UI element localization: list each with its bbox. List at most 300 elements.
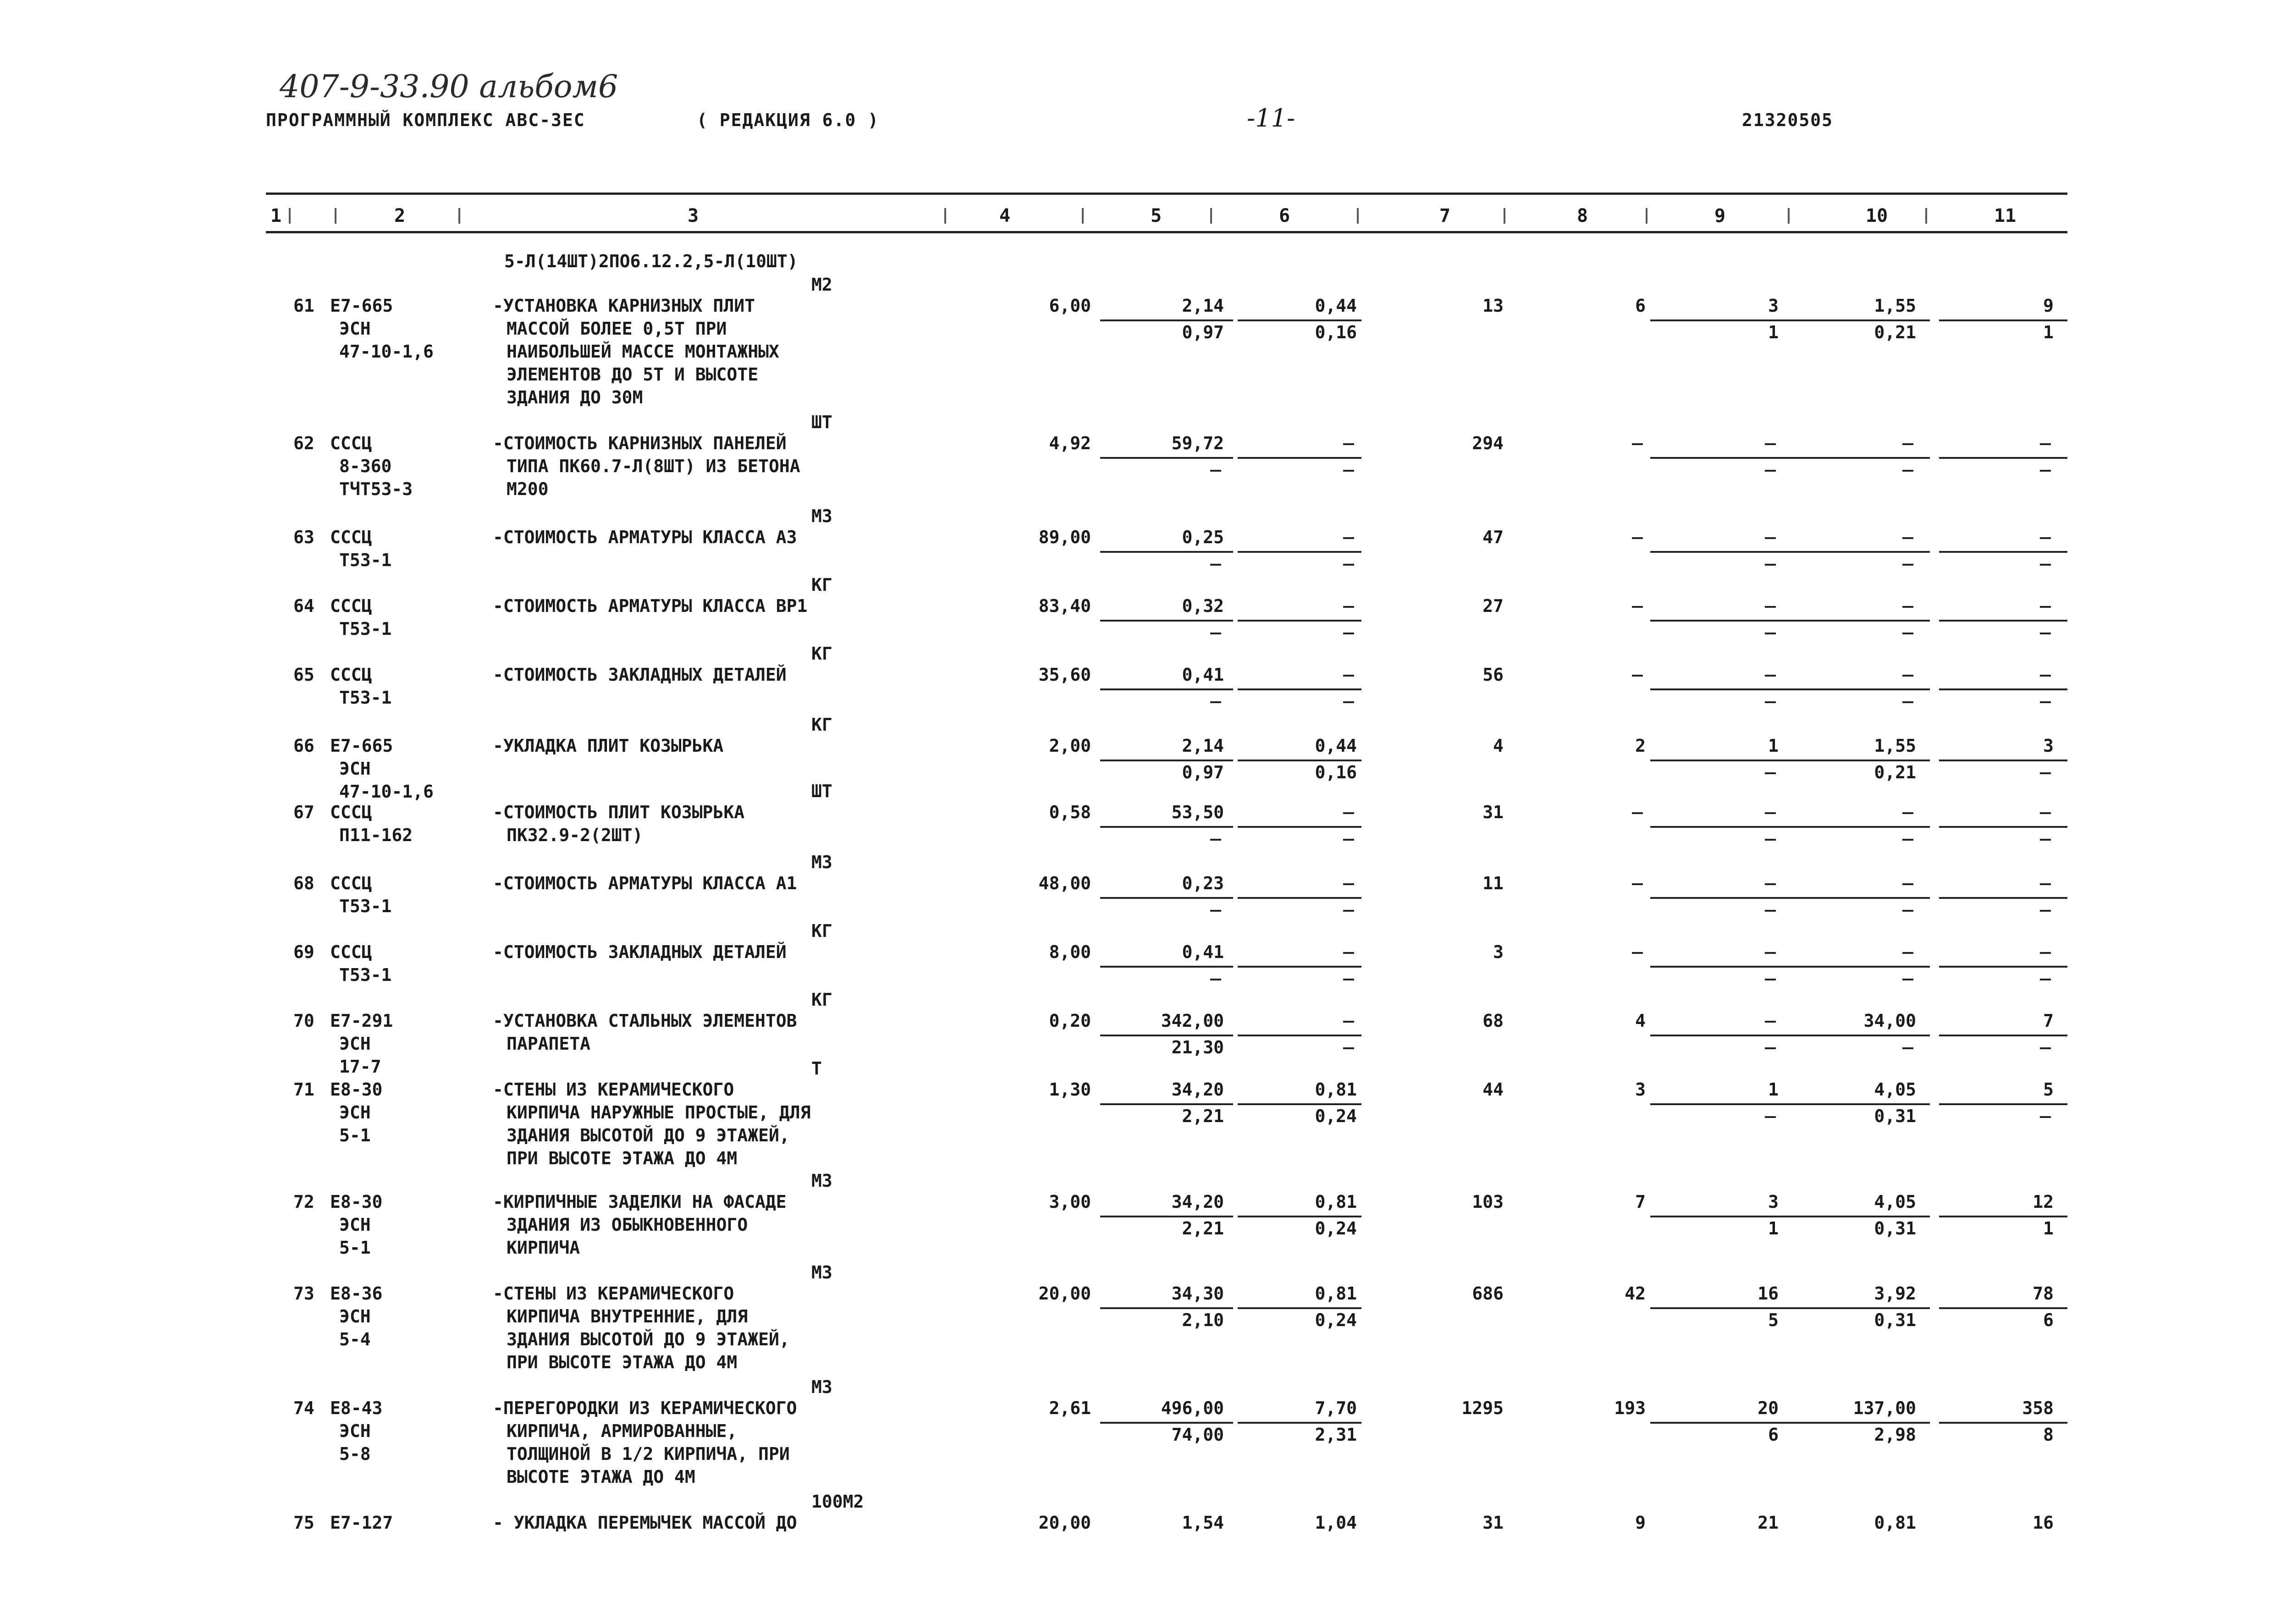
value-underline xyxy=(1650,1307,1788,1309)
value-underline xyxy=(1238,760,1361,761)
value-underline xyxy=(1100,1216,1233,1217)
cell-c5: 0,32 xyxy=(1182,596,1224,616)
cell-c7: 686 xyxy=(1472,1283,1504,1304)
cell-c6: 7,70 xyxy=(1315,1398,1357,1418)
cell-c8: 7 xyxy=(1635,1192,1646,1212)
cell-c8: 6 xyxy=(1635,296,1646,316)
dash-mark xyxy=(2040,564,2051,566)
page-number: -11- xyxy=(1247,104,1295,132)
cell-c10: 4,05 xyxy=(1874,1192,1916,1212)
row-description-line: ЗДАНИЯ ВЫСОТОЙ ДО 9 ЭТАЖЕЙ, xyxy=(507,1125,790,1145)
cell-c7: 103 xyxy=(1472,1192,1504,1212)
row-description-line: ЗДАНИЯ ДО 30М xyxy=(507,387,643,407)
dash-mark xyxy=(1632,675,1643,677)
dash-mark xyxy=(1343,1047,1354,1049)
value-underline xyxy=(1238,1422,1361,1424)
cell-c5b: 2,10 xyxy=(1182,1310,1224,1330)
cell-c11: 7 xyxy=(2043,1011,2054,1031)
dash-mark xyxy=(2040,443,2051,445)
value-underline xyxy=(1238,1035,1361,1036)
cell-c4: 4,92 xyxy=(1049,433,1091,453)
value-underline xyxy=(1939,1103,2067,1105)
program-header: ПРОГРАММНЫЙ КОМПЛЕКС АВС-ЗЕС xyxy=(266,110,585,130)
dash-mark xyxy=(1902,910,1913,912)
column-separator xyxy=(1357,208,1359,224)
value-underline xyxy=(1650,1216,1788,1217)
row-unit: КГ xyxy=(811,575,832,595)
cell-c6: 0,81 xyxy=(1315,1283,1357,1304)
dash-mark xyxy=(1632,606,1643,608)
cell-c4: 48,00 xyxy=(1038,873,1091,893)
cell-c9: 3 xyxy=(1768,1192,1779,1212)
row-description-line: ПК32.9-2(2ШТ) xyxy=(507,825,643,845)
handwritten-album-note: 407-9-33.90 альбом6 xyxy=(280,69,618,105)
column-number: 10 xyxy=(1866,205,1888,226)
value-underline xyxy=(1939,1035,2067,1036)
cell-c11b: 6 xyxy=(2043,1310,2054,1330)
cell-c5: 53,50 xyxy=(1171,802,1224,822)
dash-mark xyxy=(1343,979,1354,980)
cell-c5b: 21,30 xyxy=(1171,1037,1224,1057)
edition-label: ( РЕДАКЦИЯ 6.0 ) xyxy=(697,110,880,130)
row-description-line: ПРИ ВЫСОТЕ ЭТАЖА ДО 4М xyxy=(507,1352,738,1372)
cell-c10: 3,92 xyxy=(1874,1283,1916,1304)
row-number: 66 xyxy=(293,736,314,756)
cell-c11: 16 xyxy=(2033,1513,2054,1533)
column-separator xyxy=(458,208,460,224)
dash-mark xyxy=(1343,443,1354,445)
value-underline xyxy=(1238,688,1361,690)
cell-c6b: 0,24 xyxy=(1315,1106,1357,1126)
row-code: Е8-30 xyxy=(330,1079,383,1100)
column-separator xyxy=(944,208,946,224)
dash-mark xyxy=(1902,701,1913,703)
dash-mark xyxy=(2040,979,2051,980)
cell-c4: 3,00 xyxy=(1049,1192,1091,1212)
dash-mark xyxy=(1343,606,1354,608)
value-underline xyxy=(1650,966,1788,968)
row-description-line: -СТОИМОСТЬ АРМАТУРЫ КЛАССА ВР1 xyxy=(493,596,808,616)
cell-c10b: 0,21 xyxy=(1874,762,1916,782)
row-number: 65 xyxy=(293,665,314,685)
dash-mark xyxy=(2040,470,2051,472)
dash-mark xyxy=(1765,772,1776,774)
row-description-line: ПАРАПЕТА xyxy=(507,1034,591,1054)
cell-c11: 5 xyxy=(2043,1079,2054,1100)
dash-mark xyxy=(1765,537,1776,539)
value-underline xyxy=(1939,620,2067,622)
cell-c4: 20,00 xyxy=(1038,1513,1091,1533)
cell-c9b: 5 xyxy=(1768,1310,1779,1330)
row-source: ЭСН xyxy=(339,319,371,339)
dash-mark xyxy=(1765,1047,1776,1049)
dash-mark xyxy=(2040,883,2051,885)
cell-c7: 4 xyxy=(1493,736,1504,756)
value-underline xyxy=(1939,1216,2067,1217)
value-underline xyxy=(1100,826,1233,828)
value-underline xyxy=(1788,897,1930,899)
cell-c11: 9 xyxy=(2043,296,2054,316)
row-code: СССЦ xyxy=(330,433,372,453)
dash-mark xyxy=(1343,564,1354,566)
row-source: Т53-1 xyxy=(339,965,392,985)
value-underline xyxy=(1788,1216,1930,1217)
cell-c5: 2,14 xyxy=(1182,296,1224,316)
dash-mark xyxy=(1632,883,1643,885)
cell-c7: 294 xyxy=(1472,433,1504,453)
column-number: 1 xyxy=(270,205,282,226)
column-number: 7 xyxy=(1439,205,1451,226)
dash-mark xyxy=(1343,537,1354,539)
cell-c7: 27 xyxy=(1482,596,1504,616)
row-code: Е8-43 xyxy=(330,1398,383,1418)
cell-c8: 42 xyxy=(1625,1283,1646,1304)
column-separator xyxy=(1210,208,1212,224)
row-description-line: -УКЛАДКА ПЛИТ КОЗЫРЬКА xyxy=(493,736,724,756)
cell-c9b: 6 xyxy=(1768,1425,1779,1445)
dash-mark xyxy=(1343,701,1354,703)
cell-c5: 34,20 xyxy=(1171,1192,1224,1212)
value-underline xyxy=(1100,760,1233,761)
cell-c4: 0,20 xyxy=(1049,1011,1091,1031)
cell-c10b: 0,31 xyxy=(1874,1310,1916,1330)
row-number: 74 xyxy=(293,1398,314,1418)
dash-mark xyxy=(2040,1116,2051,1118)
dash-mark xyxy=(1902,564,1913,566)
value-underline xyxy=(1650,1035,1788,1036)
cell-c4: 89,00 xyxy=(1038,527,1091,547)
dash-mark xyxy=(1765,883,1776,885)
cell-c4: 35,60 xyxy=(1038,665,1091,685)
row-unit: ШТ xyxy=(811,412,832,432)
row-code: Е7-665 xyxy=(330,296,393,316)
row-unit: М3 xyxy=(811,1262,832,1283)
cell-c10: 4,05 xyxy=(1874,1079,1916,1100)
row-code: Е7-127 xyxy=(330,1513,393,1533)
row-unit: КГ xyxy=(811,644,832,664)
value-underline xyxy=(1650,688,1788,690)
row-code: СССЦ xyxy=(330,596,372,616)
row-source: Т53-1 xyxy=(339,550,392,570)
dash-mark xyxy=(2040,839,2051,841)
value-underline xyxy=(1939,1307,2067,1309)
cell-c9: 1 xyxy=(1768,1079,1779,1100)
row-description-line: -СТЕНЫ ИЗ КЕРАМИЧЕСКОГО xyxy=(493,1079,734,1100)
cell-c5b: 0,97 xyxy=(1182,762,1224,782)
row-code: СССЦ xyxy=(330,942,372,962)
cell-c11b: 8 xyxy=(2043,1425,2054,1445)
dash-mark xyxy=(1765,564,1776,566)
value-underline xyxy=(1650,760,1788,761)
row-description-line: КИРПИЧА НАРУЖНЫЕ ПРОСТЫЕ, ДЛЯ xyxy=(507,1102,811,1123)
dash-mark xyxy=(1210,910,1221,912)
cell-c10b: 0,21 xyxy=(1874,322,1916,342)
cell-c4: 0,58 xyxy=(1049,802,1091,822)
column-number: 8 xyxy=(1577,205,1588,226)
table-header-rule xyxy=(266,231,2067,233)
value-underline xyxy=(1100,1035,1233,1036)
cell-c5: 2,14 xyxy=(1182,736,1224,756)
value-underline xyxy=(1100,897,1233,899)
value-underline xyxy=(1939,1422,2067,1424)
dash-mark xyxy=(1765,1116,1776,1118)
row-number: 68 xyxy=(293,873,314,893)
dash-mark xyxy=(2040,537,2051,539)
value-underline xyxy=(1238,1216,1361,1217)
value-underline xyxy=(1238,457,1361,459)
value-underline xyxy=(1650,620,1788,622)
column-separator xyxy=(1925,208,1927,224)
dash-mark xyxy=(1902,839,1913,841)
value-underline xyxy=(1788,551,1930,553)
cell-c6b: 0,16 xyxy=(1315,322,1357,342)
column-separator xyxy=(1646,208,1647,224)
dash-mark xyxy=(1765,979,1776,980)
row-code: Е7-665 xyxy=(330,736,393,756)
cell-c10: 34,00 xyxy=(1863,1011,1916,1031)
column-number: 3 xyxy=(688,205,699,226)
dash-mark xyxy=(1765,606,1776,608)
row-source: ЭСН xyxy=(339,1215,371,1235)
row-description-line: -ПЕРЕГОРОДКИ ИЗ КЕРАМИЧЕСКОГО xyxy=(493,1398,797,1418)
cell-c4: 2,00 xyxy=(1049,736,1091,756)
value-underline xyxy=(1788,688,1930,690)
cell-c9: 20 xyxy=(1758,1398,1779,1418)
row-description-line: НАИБОЛЬШЕЙ МАССЕ МОНТАЖНЫХ xyxy=(507,341,779,362)
dash-mark xyxy=(1343,675,1354,677)
row-code: Е8-36 xyxy=(330,1283,383,1304)
dash-mark xyxy=(1343,470,1354,472)
row-description-line: ЗДАНИЯ ВЫСОТОЙ ДО 9 ЭТАЖЕЙ, xyxy=(507,1329,790,1349)
value-underline xyxy=(1100,319,1233,321)
cell-c6: 0,81 xyxy=(1315,1079,1357,1100)
dash-mark xyxy=(2040,606,2051,608)
row-description-line: КИРПИЧА, АРМИРОВАННЫЕ, xyxy=(507,1421,738,1441)
cell-c4: 8,00 xyxy=(1049,942,1091,962)
value-underline xyxy=(1238,897,1361,899)
cell-c5: 59,72 xyxy=(1171,433,1224,453)
cell-c7: 3 xyxy=(1493,942,1504,962)
row-description-line: -СТЕНЫ ИЗ КЕРАМИЧЕСКОГО xyxy=(493,1283,734,1304)
value-underline xyxy=(1788,1103,1930,1105)
cell-c10b: 0,31 xyxy=(1874,1106,1916,1126)
dash-mark xyxy=(1343,839,1354,841)
row-reference: 5-1 xyxy=(339,1125,371,1145)
cell-c9: 1 xyxy=(1768,736,1779,756)
dash-mark xyxy=(1765,952,1776,954)
dash-mark xyxy=(1210,633,1221,634)
cell-c7: 47 xyxy=(1482,527,1504,547)
dash-mark xyxy=(2040,701,2051,703)
dash-mark xyxy=(1210,979,1221,980)
value-underline xyxy=(1788,1307,1930,1309)
row-reference: 5-8 xyxy=(339,1444,371,1464)
dash-mark xyxy=(1210,470,1221,472)
value-underline xyxy=(1650,319,1788,321)
row-description-line: ЗДАНИЯ ИЗ ОБЫКНОВЕННОГО xyxy=(507,1215,748,1235)
cell-c10: 137,00 xyxy=(1853,1398,1916,1418)
column-number: 11 xyxy=(1994,205,2017,226)
row-description-line: -СТОИМОСТЬ ЗАКЛАДНЫХ ДЕТАЛЕЙ xyxy=(493,942,787,962)
value-underline xyxy=(1238,620,1361,622)
dash-mark xyxy=(1902,537,1913,539)
row-reference: 5-1 xyxy=(339,1238,371,1258)
row-unit: 100М2 xyxy=(811,1492,864,1512)
column-number: 9 xyxy=(1714,205,1726,226)
row-description-line: - УКЛАДКА ПЕРЕМЫЧЕК МАССОЙ ДО xyxy=(493,1513,797,1533)
row-unit: М3 xyxy=(811,506,832,526)
value-underline xyxy=(1939,551,2067,553)
column-number: 2 xyxy=(394,205,406,226)
row-source: Т53-1 xyxy=(339,688,392,708)
dash-mark xyxy=(1902,470,1913,472)
value-underline xyxy=(1100,1307,1233,1309)
value-underline xyxy=(1238,1103,1361,1105)
dash-mark xyxy=(1765,839,1776,841)
document-code: 21320505 xyxy=(1742,110,1834,130)
row-description-line: ТОЛЩИНОЙ В 1/2 КИРПИЧА, ПРИ xyxy=(507,1444,790,1464)
column-number: 4 xyxy=(999,205,1011,226)
row-unit: М2 xyxy=(811,275,832,295)
cell-c5: 0,23 xyxy=(1182,873,1224,893)
row-description-line: -КИРПИЧНЫЕ ЗАДЕЛКИ НА ФАСАДЕ xyxy=(493,1192,787,1212)
value-underline xyxy=(1650,1422,1788,1424)
row-reference: 47-10-1,6 xyxy=(339,341,434,362)
dash-mark xyxy=(1902,633,1913,634)
value-underline xyxy=(1100,620,1233,622)
value-underline xyxy=(1939,760,2067,761)
cell-c6: 0,81 xyxy=(1315,1192,1357,1212)
row-source: ЭСН xyxy=(339,759,371,779)
row-unit: КГ xyxy=(811,921,832,941)
cell-c4: 20,00 xyxy=(1038,1283,1091,1304)
row-unit: М3 xyxy=(811,1171,832,1191)
cell-c6b: 0,16 xyxy=(1315,762,1357,782)
row-unit: Т xyxy=(811,1058,822,1079)
row-source: ЭСН xyxy=(339,1306,371,1327)
row-description-line: -УСТАНОВКА КАРНИЗНЫХ ПЛИТ xyxy=(493,296,755,316)
row-code: СССЦ xyxy=(330,665,372,685)
row-description-line: -СТОИМОСТЬ АРМАТУРЫ КЛАССА А1 xyxy=(493,873,797,893)
dash-mark xyxy=(1765,470,1776,472)
dash-mark xyxy=(1343,1021,1354,1023)
cell-c8: 3 xyxy=(1635,1079,1646,1100)
row-description-line: -СТОИМОСТЬ КАРНИЗНЫХ ПАНЕЛЕЙ xyxy=(493,433,787,453)
column-number-row xyxy=(266,202,2067,229)
dash-mark xyxy=(1632,812,1643,814)
column-separator xyxy=(1082,208,1084,224)
value-underline xyxy=(1650,1103,1788,1105)
cell-c7: 31 xyxy=(1482,1513,1504,1533)
dash-mark xyxy=(2040,633,2051,634)
row-number: 61 xyxy=(293,296,314,316)
value-underline xyxy=(1939,897,2067,899)
cell-c10b: 0,31 xyxy=(1874,1218,1916,1239)
row-description-line: ЭЛЕМЕНТОВ ДО 5Т И ВЫСОТЕ xyxy=(507,364,759,385)
dash-mark xyxy=(1343,633,1354,634)
dash-mark xyxy=(1902,812,1913,814)
value-underline xyxy=(1788,1422,1930,1424)
value-underline xyxy=(1788,966,1930,968)
cell-c6: 1,04 xyxy=(1315,1513,1357,1533)
cell-c7: 56 xyxy=(1482,665,1504,685)
cell-c11: 3 xyxy=(2043,736,2054,756)
dash-mark xyxy=(1765,701,1776,703)
value-underline xyxy=(1100,1422,1233,1424)
cell-c9b: 1 xyxy=(1768,322,1779,342)
dash-mark xyxy=(1343,910,1354,912)
table-top-rule xyxy=(266,193,2067,195)
dash-mark xyxy=(1902,675,1913,677)
row-description-line: МАССОЙ БОЛЕЕ 0,5Т ПРИ xyxy=(507,319,727,339)
cell-c9b: 1 xyxy=(1768,1218,1779,1239)
cell-c7: 13 xyxy=(1482,296,1504,316)
dash-mark xyxy=(1210,701,1221,703)
row-number: 63 xyxy=(293,527,314,547)
column-separator xyxy=(289,208,291,224)
cell-c6: 0,44 xyxy=(1315,736,1357,756)
dash-mark xyxy=(1765,633,1776,634)
row-reference: 17-7 xyxy=(339,1057,381,1077)
value-underline xyxy=(1100,966,1233,968)
cell-c6b: 0,24 xyxy=(1315,1218,1357,1239)
row-unit: ШТ xyxy=(811,781,832,801)
value-underline xyxy=(1238,1307,1361,1309)
row-unit: М3 xyxy=(811,1377,832,1397)
row-code: СССЦ xyxy=(330,873,372,893)
dash-mark xyxy=(1765,812,1776,814)
row-description-line: -СТОИМОСТЬ АРМАТУРЫ КЛАССА А3 xyxy=(493,527,797,547)
value-underline xyxy=(1939,966,2067,968)
dash-mark xyxy=(1902,979,1913,980)
dash-mark xyxy=(1765,443,1776,445)
row-source: Т53-1 xyxy=(339,896,392,916)
dash-mark xyxy=(1765,910,1776,912)
row-source: П11-162 xyxy=(339,825,413,845)
cell-c5: 34,30 xyxy=(1171,1283,1224,1304)
value-underline xyxy=(1788,826,1930,828)
column-number: 5 xyxy=(1151,205,1162,226)
value-underline xyxy=(1650,826,1788,828)
value-underline xyxy=(1650,551,1788,553)
row-number: 75 xyxy=(293,1513,314,1533)
row-number: 73 xyxy=(293,1283,314,1304)
cell-c8: 2 xyxy=(1635,736,1646,756)
cell-c10: 1,55 xyxy=(1874,736,1916,756)
cell-c5: 0,41 xyxy=(1182,942,1224,962)
cell-c7: 1295 xyxy=(1461,1398,1504,1418)
row-description-line: ТИПА ПК60.7-Л(8ШТ) ИЗ БЕТОНА xyxy=(507,456,800,476)
value-underline xyxy=(1100,688,1233,690)
dash-mark xyxy=(1902,606,1913,608)
cell-c10: 1,55 xyxy=(1874,296,1916,316)
cell-c11: 12 xyxy=(2033,1192,2054,1212)
cell-c4: 83,40 xyxy=(1038,596,1091,616)
value-underline xyxy=(1100,551,1233,553)
row-unit: КГ xyxy=(811,990,832,1010)
cell-c4: 6,00 xyxy=(1049,296,1091,316)
dash-mark xyxy=(1765,675,1776,677)
dash-mark xyxy=(1765,1021,1776,1023)
row-source: ЭСН xyxy=(339,1421,371,1441)
dash-mark xyxy=(2040,1047,2051,1049)
cell-c5: 0,41 xyxy=(1182,665,1224,685)
row-number: 69 xyxy=(293,942,314,962)
row-source: 8-360 xyxy=(339,456,392,476)
dash-mark xyxy=(2040,772,2051,774)
row-number: 71 xyxy=(293,1079,314,1100)
row-reference: 47-10-1,6 xyxy=(339,782,434,802)
